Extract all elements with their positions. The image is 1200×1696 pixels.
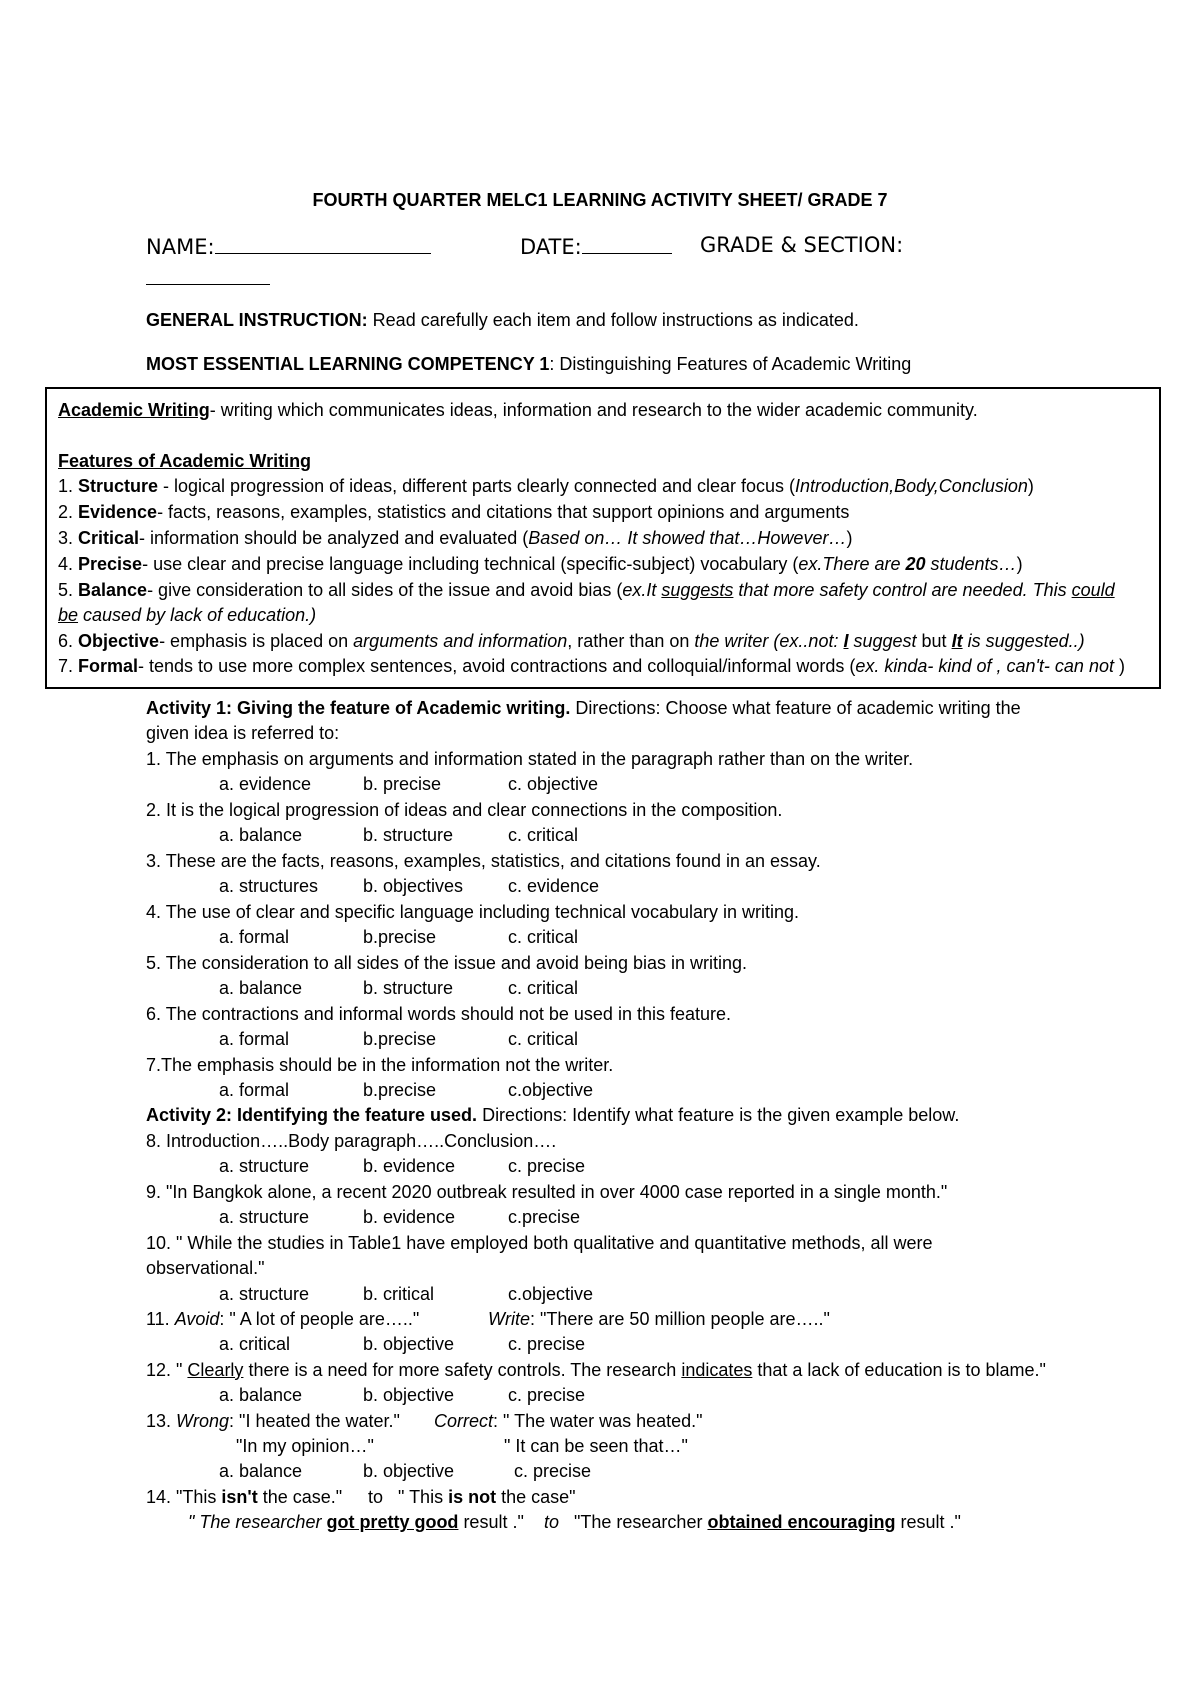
page-title: FOURTH QUARTER MELC1 LEARNING ACTIVITY SHEET/ GRADE 7	[312, 190, 888, 210]
choice-a[interactable]: a. formal	[219, 1029, 290, 1049]
question-num: 13.	[146, 1411, 177, 1431]
question-text: there is a need for more safety controls. The research	[243, 1360, 682, 1380]
opinion-example: "In my opinion…"	[236, 1436, 374, 1456]
choice-a[interactable]: a. structure	[219, 1207, 310, 1227]
choice-b[interactable]: b. critical	[363, 1284, 435, 1304]
question-text: result ."	[895, 1512, 961, 1532]
feature-num: 7.	[58, 656, 79, 676]
competency-label: MOST ESSENTIAL LEARNING COMPETENCY 1	[146, 354, 550, 374]
choice-a[interactable]: a. structure	[219, 1156, 310, 1176]
activity1-directions-cont: given idea is referred to:	[146, 723, 340, 743]
question-line2-b	[574, 1512, 961, 1533]
choice-b[interactable]: b. evidence	[363, 1207, 456, 1227]
feature-example: suggest	[848, 631, 917, 651]
choice-b[interactable]: b.precise	[363, 1029, 437, 1049]
choice-c[interactable]: c. precise	[508, 1334, 586, 1354]
choice-b[interactable]: b.precise	[363, 927, 437, 947]
feature-end: )	[846, 528, 853, 548]
feature-desc: , rather than on	[567, 631, 695, 651]
date-blank[interactable]	[582, 233, 672, 254]
general-instruction	[146, 310, 859, 331]
feature-example: but	[916, 631, 952, 651]
choice-c[interactable]: c. critical	[508, 927, 579, 947]
grade-section-blank[interactable]	[146, 268, 270, 285]
feature-example: students…	[925, 554, 1017, 574]
date-field[interactable]	[520, 233, 672, 259]
wrong-text: : "I heated the water."	[229, 1411, 400, 1431]
to-word	[544, 1512, 559, 1533]
feature-desc: - logical progression of ideas, different parts clearly connected and clear focus (	[158, 476, 796, 496]
question: 4. The use of clear and specific language including technical vocabulary in writing.	[146, 902, 800, 922]
feature-example: caused by lack of education.)	[78, 605, 317, 625]
competency-text: : Distinguishing Features of Academic Writing	[549, 354, 912, 374]
choice-b[interactable]: b. evidence	[363, 1156, 456, 1176]
question	[146, 1360, 1046, 1381]
feature-num: 3.	[58, 528, 79, 548]
name-label: NAME:	[146, 235, 215, 259]
choice-b[interactable]: b. objective	[363, 1334, 455, 1354]
choice-c[interactable]: c. critical	[508, 978, 579, 998]
activity2-directions: Directions: Identify what feature is the given example below.	[477, 1105, 960, 1125]
question-num: 11.	[146, 1309, 175, 1329]
feature-item	[58, 502, 849, 523]
write-text: : "There are 50 million people are….."	[530, 1309, 830, 1329]
feature-italic: the writer	[694, 631, 769, 651]
feature-num: 6.	[58, 631, 79, 651]
avoid-text: : " A lot of people are….."	[219, 1309, 420, 1329]
feature-example: ex.It	[622, 580, 662, 600]
feature-example: ex. kinda- kind of , can't- can not	[855, 656, 1114, 676]
choice-a[interactable]: a. evidence	[219, 774, 312, 794]
choice-b[interactable]: b. objectives	[363, 876, 464, 896]
feature-desc: - tends to use more complex sentences, avoid contractions and colloquial/informal words (	[138, 656, 856, 676]
choice-a[interactable]: a. structures	[219, 876, 319, 896]
feature-num: 4.	[58, 554, 79, 574]
question: 3. These are the facts, reasons, examples, statistics, and citations found in an essay.	[146, 851, 821, 871]
feature-desc: - use clear and precise language including technical (specific-subject) vocabulary (	[142, 554, 799, 574]
choice-b[interactable]: b. structure	[363, 825, 454, 845]
choice-b[interactable]: b. precise	[363, 774, 442, 794]
question	[146, 1309, 419, 1330]
name-blank[interactable]	[215, 233, 431, 254]
correct-text: : " The water was heated."	[493, 1411, 703, 1431]
choice-c[interactable]: c. precise	[508, 1156, 586, 1176]
feature-example: ex.There are	[798, 554, 906, 574]
choice-c[interactable]: c. evidence	[508, 876, 600, 896]
choice-c[interactable]: c. critical	[508, 1029, 579, 1049]
question	[146, 1487, 342, 1508]
question-text: " This	[398, 1487, 449, 1507]
general-instruction-label: GENERAL INSTRUCTION:	[146, 310, 368, 330]
feature-name: Critical	[78, 528, 140, 548]
date-label: DATE:	[520, 235, 582, 259]
write-label: Write	[488, 1309, 530, 1329]
question-text: 12. "	[146, 1360, 188, 1380]
feature-example: Based on… It showed that…However…	[528, 528, 847, 548]
choice-c[interactable]: c. precise	[514, 1461, 592, 1481]
correct-label: Correct	[434, 1411, 494, 1431]
correct-example	[434, 1411, 703, 1432]
activity1-directions: Directions: Choose what feature of academic writing the	[570, 698, 1021, 718]
feature-example-underlined: could	[1071, 580, 1115, 600]
feature-example-underlined: It	[951, 631, 963, 651]
grade-section-label: GRADE & SECTION:	[700, 233, 904, 257]
feature-num: 5.	[58, 580, 79, 600]
feature-example: that more safety control are needed. This	[733, 580, 1072, 600]
general-instruction-text: Read carefully each item and follow instructions as indicated.	[367, 310, 859, 330]
bold-word: isn't	[221, 1487, 258, 1507]
feature-name: Precise	[78, 554, 143, 574]
bold-word: is not	[448, 1487, 497, 1507]
question: 6. The contractions and informal words should not be used in this feature.	[146, 1004, 732, 1024]
feature-item	[58, 631, 1085, 652]
term: Academic Writing	[58, 400, 210, 420]
feature-example-underlined: I	[843, 631, 849, 651]
question-text: the case"	[496, 1487, 576, 1507]
avoid-label: Avoid	[174, 1309, 220, 1329]
feature-item	[58, 476, 1034, 497]
activity2-heading	[146, 1105, 959, 1126]
activity1-heading	[146, 698, 1021, 719]
write-example	[488, 1309, 830, 1330]
definition: - writing which communicates ideas, information and research to the wider academic community.	[209, 400, 978, 420]
feature-example: Introduction,Body,Conclusion	[795, 476, 1028, 496]
to-word-text: to	[544, 1512, 560, 1532]
choice-b[interactable]: b.precise	[363, 1080, 437, 1100]
question: 7.The emphasis should be in the information not the writer.	[146, 1055, 614, 1075]
choice-b[interactable]: b. objective	[363, 1461, 455, 1481]
to-word: to	[368, 1487, 384, 1507]
underlined-word: Clearly	[187, 1360, 244, 1380]
feature-item	[58, 528, 852, 549]
competency	[146, 354, 911, 375]
choice-c[interactable]: c. precise	[508, 1385, 586, 1405]
question: 8. Introduction…..Body paragraph…..Conclusion….	[146, 1131, 557, 1151]
feature-end: )	[1113, 656, 1125, 676]
feature-item	[58, 580, 1115, 601]
feature-name: Formal	[78, 656, 139, 676]
feature-example: is suggested..)	[962, 631, 1085, 651]
feature-name: Evidence	[78, 502, 158, 522]
feature-item	[58, 656, 1125, 677]
activity1-label: Activity 1: Giving the feature of Academic writing.	[146, 698, 571, 718]
question: 5. The consideration to all sides of the issue and avoid being bias in writing.	[146, 953, 748, 973]
question-text: the case."	[257, 1487, 343, 1507]
grade-section-field[interactable]	[700, 233, 903, 257]
underlined-phrase: obtained encouraging	[707, 1512, 896, 1532]
question-text-b	[398, 1487, 576, 1508]
question: 9. "In Bangkok alone, a recent 2020 outbreak resulted in over 4000 case reported in a single month."	[146, 1182, 948, 1202]
feature-end: )	[1027, 476, 1034, 496]
feature-name: Objective	[78, 631, 160, 651]
academic-writing-definition	[58, 400, 978, 421]
seen-example: " It can be seen that…"	[504, 1436, 688, 1456]
name-field[interactable]	[146, 233, 431, 259]
question-text: " The researcher	[188, 1512, 327, 1532]
feature-num: 1.	[58, 476, 79, 496]
feature-name: Balance	[78, 580, 148, 600]
feature-example: (ex..not:	[768, 631, 844, 651]
feature-example-underlined: be	[58, 605, 79, 625]
feature-desc: - facts, reasons, examples, statistics and citations that support opinions and arguments	[157, 502, 850, 522]
wrong-label: Wrong	[176, 1411, 230, 1431]
question: 10. " While the studies in Table1 have employed both qualitative and quantitative methods, all were	[146, 1233, 933, 1253]
feature-example-underlined: suggests	[661, 580, 734, 600]
feature-end: )	[1016, 554, 1023, 574]
choice-a[interactable]: a. balance	[219, 1385, 303, 1405]
choice-a[interactable]: a. formal	[219, 927, 290, 947]
feature-italic: arguments and information	[353, 631, 568, 651]
choice-a[interactable]: a. structure	[219, 1284, 310, 1304]
features-heading: Features of Academic Writing	[58, 451, 312, 471]
choice-a[interactable]: a. formal	[219, 1080, 290, 1100]
choice-a[interactable]: a. balance	[219, 825, 303, 845]
activity2-label: Activity 2: Identifying the feature used.	[146, 1105, 478, 1125]
feature-example-number: 20	[905, 554, 926, 574]
choice-b[interactable]: b. structure	[363, 978, 454, 998]
choice-a[interactable]: a. balance	[219, 1461, 303, 1481]
question-text: 14. "This	[146, 1487, 222, 1507]
feature-desc: - give consideration to all sides of the issue and avoid bias (	[147, 580, 623, 600]
choice-c[interactable]: c. critical	[508, 825, 579, 845]
choice-a[interactable]: a. balance	[219, 978, 303, 998]
feature-name: Structure	[78, 476, 159, 496]
feature-num: 2.	[58, 502, 79, 522]
choice-c[interactable]: c. objective	[508, 774, 599, 794]
question-line2	[188, 1512, 524, 1533]
feature-item	[58, 554, 1023, 575]
question-text: result ."	[458, 1512, 524, 1532]
question-continuation: observational."	[146, 1258, 265, 1278]
question: 1. The emphasis on arguments and information stated in the paragraph rather than on the writer.	[146, 749, 914, 769]
question	[146, 1411, 400, 1432]
underlined-phrase: got pretty good	[326, 1512, 459, 1532]
choice-c[interactable]: c.objective	[508, 1284, 594, 1304]
feature-item-continuation	[58, 605, 316, 626]
question-text: that a lack of education is to blame."	[752, 1360, 1046, 1380]
underlined-word: indicates	[681, 1360, 753, 1380]
feature-desc: - emphasis is placed on	[159, 631, 354, 651]
choice-c[interactable]: c.objective	[508, 1080, 594, 1100]
question: 2. It is the logical progression of ideas and clear connections in the composition.	[146, 800, 783, 820]
question-text: "The researcher	[574, 1512, 708, 1532]
choice-b[interactable]: b. objective	[363, 1385, 455, 1405]
choice-a[interactable]: a. critical	[219, 1334, 291, 1354]
feature-desc: - information should be analyzed and evaluated (	[139, 528, 529, 548]
choice-c[interactable]: c.precise	[508, 1207, 581, 1227]
